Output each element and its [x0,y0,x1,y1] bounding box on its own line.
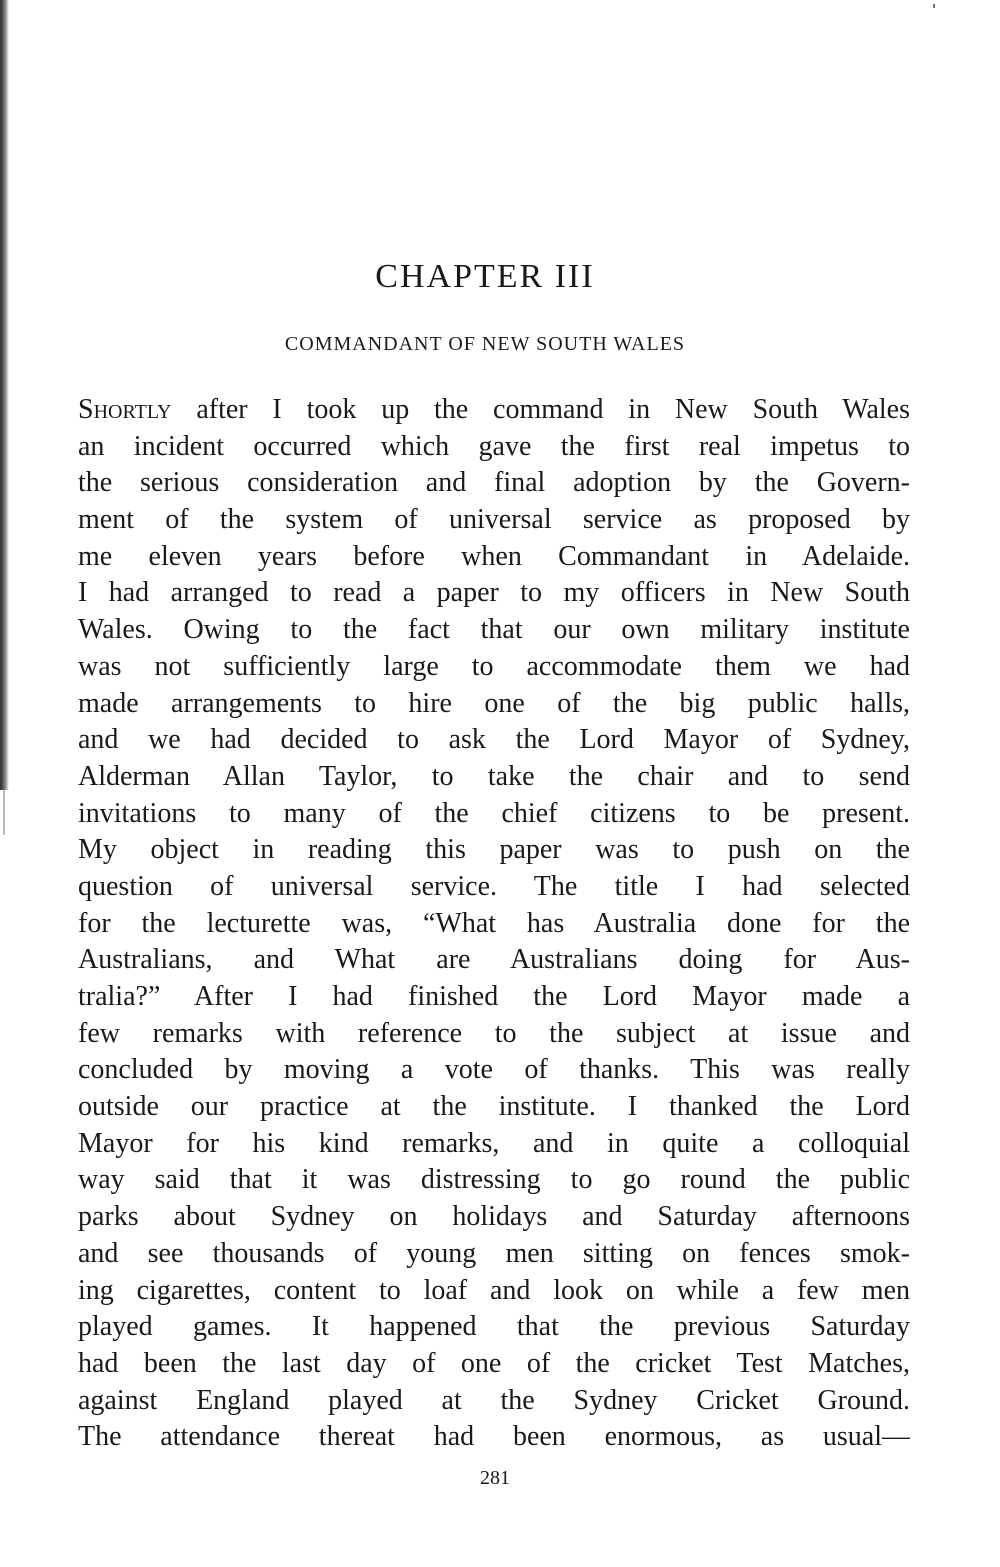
body-line: parks about Sydney on holidays and Saturday afternoons [78,1201,910,1233]
body-line: few remarks with reference to the subject at issue and [78,1017,910,1049]
body-line: ment of the system of universal service as proposed by [78,504,910,536]
body-line: question of universal service. The title I had selected [78,870,910,902]
body-line: an incident occurred which gave the first real impetus to [78,430,910,462]
scan-speck [933,4,935,8]
body-line: Mayor for his kind remarks, and in quite a colloquial [78,1127,910,1159]
body-line: against England played at the Sydney Cricket Ground. [78,1384,910,1416]
body-line: invitations to many of the chief citizens to be present. [78,797,910,829]
body-line: and see thousands of young men sitting on fences smok- [78,1237,910,1269]
chapter-subtitle: COMMANDANT OF NEW SOUTH WALES [284,333,686,355]
body-line: played games. It happened that the previous Saturday [78,1311,910,1343]
body-line: concluded by moving a vote of thanks. This was really [78,1054,910,1086]
chapter-title: CHAPTER III [375,258,595,295]
body-line: made arrangements to hire one of the big public halls, [78,687,910,719]
body-line: Alderman Allan Taylor, to take the chair and to send [78,760,910,792]
opening-word: Shortly [78,394,172,425]
body-line: me eleven years before when Commandant in Adelaide. [78,540,910,572]
body-line-text: after I took up the command in New South Wales [171,394,910,425]
body-line: tralia?” After I had finished the Lord Mayor made a [78,981,910,1012]
page-binding-edge-lower [3,790,5,835]
body-line: the serious consideration and final adoption by the Govern- [78,467,910,499]
body-line: ing cigarettes, content to loaf and look on while a few men [78,1274,910,1306]
page-number: 281 [480,1467,510,1489]
body-line: way said that it was distressing to go round the public [78,1164,910,1196]
body-line: for the lecturette was, “What has Australia done for the [78,907,910,939]
body-line: outside our practice at the institute. I thanked the Lord [78,1091,910,1123]
page-binding-edge [0,0,9,790]
body-line: and we had decided to ask the Lord Mayor of Sydney, [78,724,910,756]
body-line: My object in reading this paper was to push on the [78,834,910,866]
body-line: Australians, and What are Australians doing for Aus- [78,944,910,976]
body-line: Wales. Owing to the fact that our own military institute [78,614,910,646]
body-line: The attendance thereat had been enormous, as usual— [78,1421,910,1453]
body-line: I had arranged to read a paper to my officers in New South [78,577,910,609]
body-line: had been the last day of one of the cricket Test Matches, [78,1347,910,1379]
body-text [78,392,910,1456]
body-line: was not sufficiently large to accommodate them we had [78,650,910,682]
body-line [78,392,910,429]
